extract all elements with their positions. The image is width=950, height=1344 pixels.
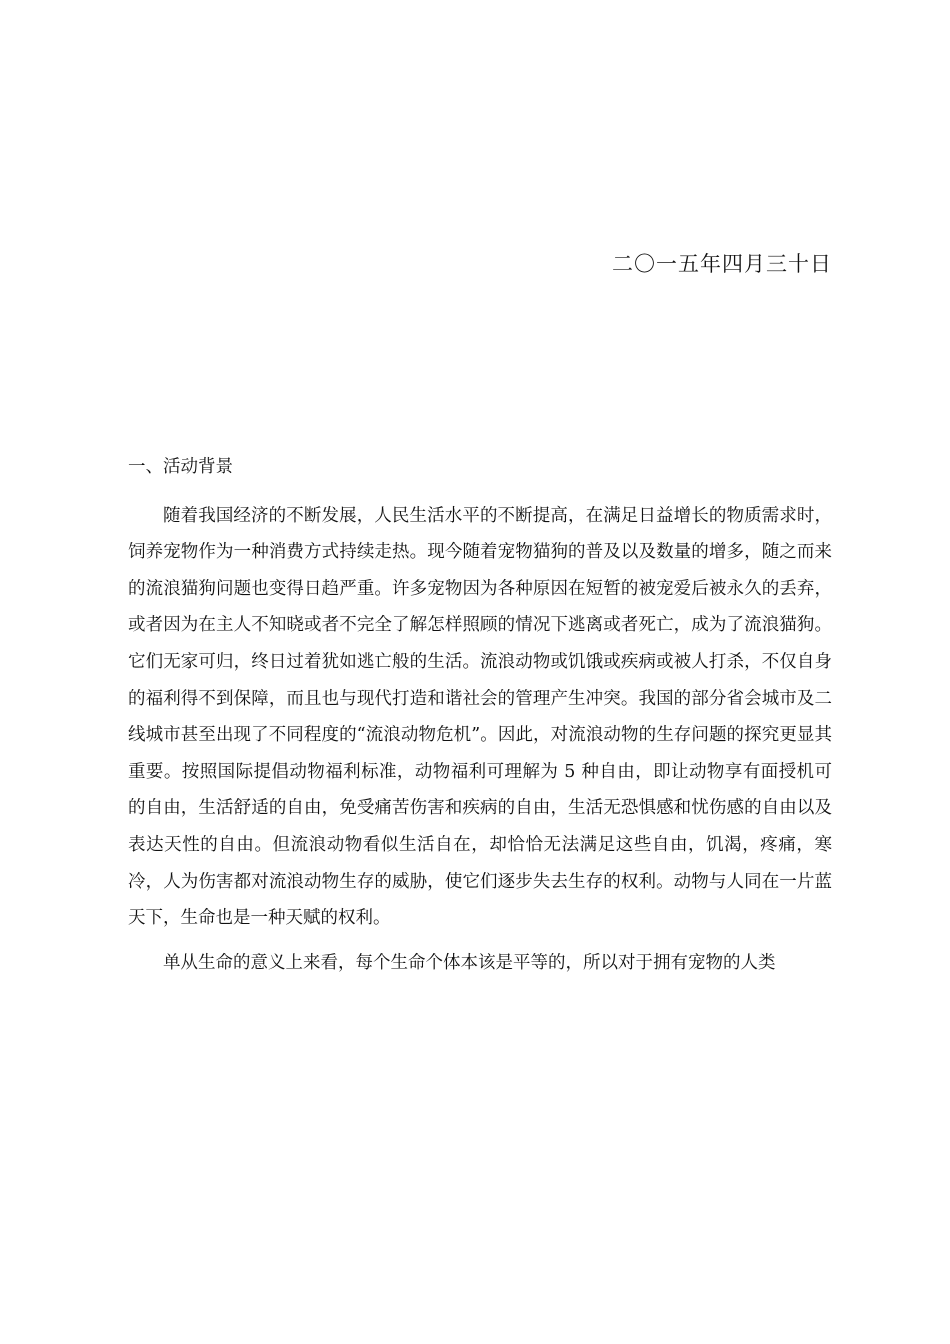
- paragraph-background: 随着我国经济的不断发展，人民生活水平的不断提高，在满足日益增长的物质需求时，饲养宠物作为一种消费方式持续走热。现今随着宠物猫狗的普及以及数量的增多，随之而来的流浪猫狗问题也变得日趋严重。许多宠物因为各种原因在短暂的被宠爱后被永久的丢弃，或者因为在主人不知晓或者不完全了解怎样照顾的情况下逃离或者死亡，成为了流浪猫狗。它们无家可归，终日过着犹如逃亡般的生活。流浪动物或饥饿或疾病或被人打杀，不仅自身的福利得不到保障，而且也与现代打造和谐社会的管理产生冲突。我国的部分省会城市及二线城市甚至出现了不同程度的“流浪动物危机”。因此，对流浪动物的生存问题的探究更显其重要。按照国际提倡动物福利标准，动物福利可理解为 5 种自由，即让动物享有面授机可的自由，生活舒适的自由，免受痛苦伤害和疾病的自由，生活无恐惧感和忧伤感的自由以及表达天性的自由。但流浪动物看似生活自在，却恰恰无法满足这些自由，饥渴，疼痛，寒冷，人为伤害都对流浪动物生存的威胁，使它们逐步失去生存的权利。动物与人同在一片蓝天下，生命也是一种天赋的权利。: [128, 505, 832, 929]
- document-date: 二〇一五年四月三十日: [612, 252, 832, 276]
- paragraph-life-equality: 单从生命的意义上来看，每个生命个体本该是平等的，所以对于拥有宠物的人类: [163, 952, 776, 973]
- section-heading: 一、活动背景: [128, 457, 233, 477]
- document-body: [128, 449, 832, 981]
